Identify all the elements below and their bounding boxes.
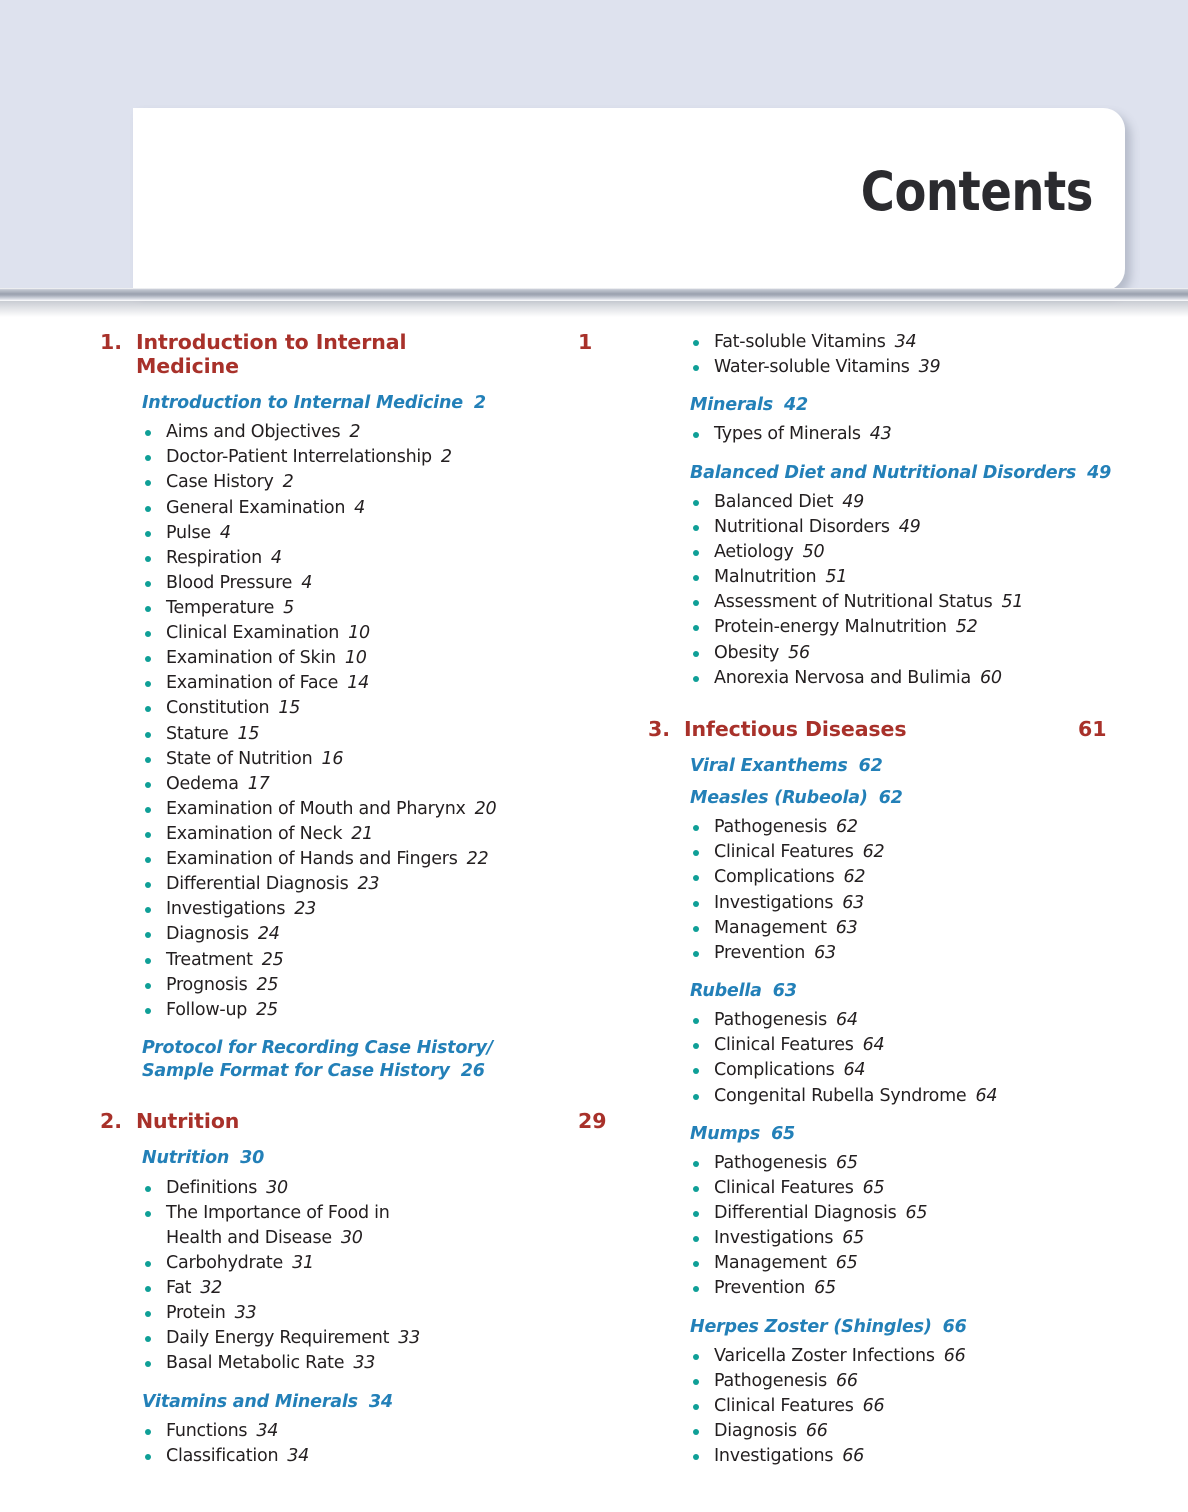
entry-page-number: 62	[835, 817, 858, 838]
toc-entry[interactable]	[690, 540, 1148, 565]
entry-title: Respiration	[166, 547, 262, 568]
entry-page-number: 65	[835, 1253, 858, 1274]
entry-title: Definitions	[166, 1177, 258, 1198]
chapter-page-number: 61	[1078, 716, 1107, 741]
chapter-page-number: 29	[578, 1109, 607, 1134]
entry-title: Constitution	[166, 698, 270, 719]
entry-title: Nutritional Disorders	[714, 516, 890, 537]
entry-page-number: 51	[825, 567, 848, 588]
entry-page-number: 22	[466, 849, 489, 870]
entry-title: Pathogenesis	[714, 1010, 827, 1031]
toc-section-heading[interactable]	[142, 1391, 648, 1414]
entry-page-number: 64	[862, 1035, 885, 1056]
entry-title: Classification	[166, 1445, 279, 1466]
entry-page-number: 17	[247, 773, 270, 794]
toc-section-heading[interactable]	[690, 787, 1148, 810]
entry-page-number: 20	[474, 798, 497, 819]
toc-entry[interactable]	[690, 330, 1148, 355]
entry-page-number: 63	[814, 942, 836, 963]
entry-title: Complications	[714, 1060, 835, 1081]
page-title: Contents	[860, 160, 1093, 223]
entry-title: Doctor-Patient Interrelationship	[166, 447, 432, 468]
toc-entry[interactable]	[142, 1444, 648, 1469]
section-title: Vitamins and Minerals	[142, 1391, 358, 1412]
section-title: Protocol for Recording Case History/ Sample Format for Case History	[142, 1037, 493, 1082]
entry-title: Investigations	[714, 1228, 834, 1249]
entry-title: Assessment of Nutritional Status	[714, 592, 993, 613]
entry-title: Examination of Skin	[166, 648, 336, 669]
entry-title: Prevention	[714, 942, 806, 963]
entry-page-number: 64	[835, 1010, 858, 1031]
toc-entry[interactable]	[690, 590, 1148, 615]
entry-title: State of Nutrition	[166, 748, 313, 769]
entry-page-number: 25	[256, 999, 278, 1020]
entry-page-number: 15	[278, 698, 301, 719]
toc-entry[interactable]	[142, 747, 648, 772]
toc-entry[interactable]	[142, 797, 648, 822]
entry-page-number: 63	[835, 917, 858, 938]
entry-title: Clinical Examination	[166, 623, 340, 644]
section-title: Herpes Zoster (Shingles)	[690, 1316, 932, 1337]
entry-title: Anorexia Nervosa and Bulimia	[714, 667, 972, 688]
header-divider-rule	[0, 288, 1188, 301]
entry-title: Clinical Features	[714, 1035, 854, 1056]
toc-entry[interactable]	[690, 355, 1148, 380]
contents-header-panel	[133, 108, 1125, 291]
entry-title: Follow-up	[166, 999, 248, 1020]
entry-page-number: 65	[905, 1203, 928, 1224]
entry-page-number: 23	[357, 874, 380, 895]
entry-title: Clinical Features	[714, 1396, 854, 1417]
section-title: Balanced Diet and Nutritional Disorders	[690, 462, 1077, 483]
section-page-number: 62	[878, 788, 903, 808]
entry-page-number: 65	[814, 1278, 836, 1299]
toc-entry[interactable]	[690, 1201, 1148, 1226]
entry-page-number: 2	[349, 422, 361, 443]
entry-title: The Importance of Food in Health and Disease	[166, 1202, 390, 1248]
toc-section-heading[interactable]	[690, 462, 1148, 485]
entry-page-number: 64	[843, 1060, 866, 1081]
chapter-page-number: 1	[578, 330, 593, 354]
entry-title: Oedema	[166, 773, 239, 794]
entry-page-number: 66	[842, 1446, 864, 1467]
toc-entry[interactable]	[142, 1351, 648, 1376]
entry-page-number: 31	[292, 1253, 314, 1274]
chapter-number: 2.	[100, 1109, 123, 1134]
entry-title: Fat-soluble Vitamins	[714, 332, 886, 352]
toc-entry[interactable]	[142, 1176, 648, 1201]
entry-title: Management	[714, 917, 827, 938]
chapter-number: 1.	[100, 330, 123, 354]
toc-column-right	[648, 330, 1148, 1469]
toc-entry[interactable]	[142, 872, 648, 897]
toc-section-heading[interactable]	[142, 1147, 648, 1170]
section-page-number: 65	[771, 1123, 796, 1144]
toc-entry[interactable]	[142, 847, 648, 872]
toc-entry[interactable]	[142, 1251, 648, 1276]
entry-page-number: 43	[869, 424, 892, 445]
toc-entry[interactable]	[142, 646, 648, 671]
entry-title: Aetiology	[714, 542, 794, 563]
toc-entry[interactable]	[690, 1251, 1148, 1276]
entry-page-number: 30	[340, 1227, 363, 1248]
header-band	[0, 0, 1188, 288]
toc-entry[interactable]	[690, 1344, 1148, 1369]
entry-title: Management	[714, 1253, 827, 1274]
entry-title: Differential Diagnosis	[166, 874, 349, 895]
section-page-number: 30	[240, 1148, 265, 1169]
entry-title: Examination of Hands and Fingers	[166, 849, 458, 870]
entry-page-number: 15	[237, 723, 260, 744]
entry-page-number: 16	[321, 748, 344, 769]
entry-title: Complications	[714, 867, 835, 888]
toc-entry[interactable]	[690, 1176, 1148, 1201]
section-page-number: 34	[368, 1391, 393, 1412]
entry-page-number: 5	[283, 598, 294, 619]
toc-entry[interactable]	[142, 571, 648, 596]
toc-section-heading[interactable]	[142, 392, 648, 415]
chapter-title: Introduction to Internal Medicine	[136, 330, 407, 378]
entry-title: Diagnosis	[714, 1421, 797, 1442]
toc-entry[interactable]	[142, 973, 648, 998]
toc-entry[interactable]	[142, 445, 648, 470]
entry-title: Investigations	[714, 1446, 834, 1467]
entry-title: General Examination	[166, 497, 346, 518]
toc-entry[interactable]	[690, 1008, 1148, 1033]
toc-entry[interactable]	[142, 1419, 648, 1444]
entry-page-number: 10	[344, 648, 367, 669]
entry-title: Examination of Neck	[166, 824, 343, 845]
toc-entry[interactable]	[690, 641, 1148, 666]
entry-title: Functions	[166, 1420, 248, 1441]
toc-entry[interactable]	[142, 420, 648, 445]
entry-title: Water-soluble Vitamins	[714, 357, 910, 378]
toc-entry[interactable]	[142, 1301, 648, 1326]
toc-entry[interactable]	[142, 496, 648, 521]
entry-title: Prognosis	[166, 974, 248, 995]
entry-page-number: 51	[1001, 592, 1024, 613]
toc-chapter-row[interactable]	[100, 330, 648, 378]
toc-entry[interactable]	[142, 596, 648, 621]
entry-title: Investigations	[166, 899, 286, 920]
entry-page-number: 39	[918, 357, 941, 378]
entry-title: Examination of Mouth and Pharynx	[166, 798, 466, 819]
entry-title: Treatment	[166, 949, 253, 970]
entry-page-number: 23	[294, 899, 316, 920]
toc-entry[interactable]	[690, 422, 1148, 447]
toc-entry[interactable]	[690, 1058, 1148, 1083]
toc-entry[interactable]	[142, 772, 648, 797]
chapter-title: Nutrition	[136, 1109, 240, 1134]
section-page-number: 63	[772, 980, 797, 1001]
entry-title: Congenital Rubella Syndrome	[714, 1085, 967, 1106]
entry-page-number: 50	[802, 542, 825, 563]
entry-page-number: 65	[842, 1228, 864, 1249]
entry-title: Pulse	[166, 522, 211, 543]
toc-column-left	[100, 330, 648, 1469]
entry-title: Investigations	[714, 892, 834, 913]
toc-entry[interactable]	[142, 922, 648, 947]
entry-title: Case History	[166, 472, 274, 493]
toc-entry[interactable]	[690, 490, 1148, 515]
section-page-number: 26	[460, 1061, 485, 1082]
toc-entry[interactable]	[142, 998, 648, 1023]
toc-entry[interactable]	[142, 722, 648, 747]
entry-page-number: 4	[354, 497, 366, 518]
entry-title: Carbohydrate	[166, 1253, 284, 1274]
entry-title: Temperature	[166, 598, 275, 619]
toc-entry[interactable]	[142, 696, 648, 721]
entry-page-number: 4	[219, 522, 231, 543]
header-divider-shadow	[0, 301, 1188, 317]
entry-page-number: 14	[347, 673, 369, 694]
entry-title: Differential Diagnosis	[714, 1203, 897, 1224]
entry-title: Prevention	[714, 1278, 806, 1299]
entry-title: Clinical Features	[714, 842, 854, 863]
entry-page-number: 64	[975, 1085, 998, 1106]
entry-page-number: 34	[256, 1420, 279, 1441]
toc-entry[interactable]	[690, 565, 1148, 590]
section-page-number: 2	[473, 393, 486, 413]
section-page-number: 66	[942, 1316, 967, 1337]
entry-title: Pathogenesis	[714, 1370, 827, 1391]
entry-title: Blood Pressure	[166, 572, 293, 593]
toc-entry[interactable]	[142, 521, 648, 546]
entry-page-number: 60	[980, 667, 1002, 688]
toc-entry[interactable]	[142, 1276, 648, 1301]
entry-page-number: 34	[894, 332, 917, 352]
entry-page-number: 56	[788, 642, 810, 663]
entry-page-number: 21	[351, 824, 374, 845]
toc-entry[interactable]	[142, 1326, 648, 1351]
entry-page-number: 65	[862, 1178, 885, 1198]
chapter-title: Infectious Diseases	[684, 716, 907, 741]
section-title: Viral Exanthems	[690, 755, 848, 776]
entry-page-number: 65	[835, 1152, 858, 1173]
entry-page-number: 33	[234, 1303, 257, 1324]
entry-page-number: 4	[301, 572, 313, 593]
entry-page-number: 33	[398, 1328, 420, 1349]
entry-page-number: 52	[955, 617, 978, 638]
toc-section-heading[interactable]	[690, 394, 1148, 417]
chapter-number: 3.	[648, 716, 671, 741]
entry-title: Daily Energy Requirement	[166, 1328, 390, 1349]
entry-title: Types of Minerals	[714, 424, 861, 445]
toc-entry[interactable]	[142, 948, 648, 973]
toc-entry[interactable]	[690, 666, 1148, 691]
table-of-contents	[0, 330, 1188, 1469]
entry-page-number: 25	[261, 949, 284, 970]
entry-page-number: 24	[257, 924, 280, 945]
toc-section-heading[interactable]	[690, 755, 1148, 778]
toc-entry[interactable]	[690, 1419, 1148, 1444]
entry-title: Pathogenesis	[714, 817, 827, 838]
entry-title: Basal Metabolic Rate	[166, 1353, 345, 1374]
toc-section-heading[interactable]	[690, 980, 1148, 1003]
entry-page-number: 66	[805, 1421, 828, 1442]
section-title: Introduction to Internal Medicine	[142, 393, 463, 413]
entry-page-number: 2	[440, 447, 452, 468]
toc-entry[interactable]	[690, 1084, 1148, 1109]
toc-entry[interactable]	[690, 1369, 1148, 1394]
entry-page-number: 33	[353, 1353, 376, 1374]
section-title: Nutrition	[142, 1148, 230, 1169]
section-page-number: 49	[1087, 462, 1112, 483]
section-title: Measles (Rubeola)	[690, 788, 868, 808]
entry-page-number: 25	[256, 974, 279, 995]
entry-title: Aims and Objectives	[166, 422, 341, 443]
toc-section-heading[interactable]	[142, 1037, 648, 1084]
toc-entry[interactable]	[142, 822, 648, 847]
toc-entry[interactable]	[690, 891, 1148, 916]
entry-page-number: 63	[842, 892, 864, 913]
entry-page-number: 49	[842, 491, 864, 512]
entry-title: Pathogenesis	[714, 1152, 827, 1173]
entry-title: Clinical Features	[714, 1178, 854, 1198]
entry-page-number: 32	[200, 1278, 223, 1299]
toc-entry[interactable]	[142, 1201, 648, 1251]
entry-page-number: 66	[943, 1345, 966, 1366]
toc-entry[interactable]	[690, 941, 1148, 966]
section-page-number: 42	[784, 395, 808, 416]
toc-chapter-row[interactable]	[100, 1109, 648, 1133]
toc-entry[interactable]	[690, 515, 1148, 540]
entry-title: Examination of Face	[166, 673, 339, 694]
entry-title: Obesity	[714, 642, 780, 663]
toc-entry[interactable]	[690, 615, 1148, 640]
entry-page-number: 62	[862, 842, 885, 863]
entry-page-number: 10	[348, 623, 370, 644]
entry-page-number: 66	[835, 1370, 858, 1391]
toc-entry[interactable]	[142, 470, 648, 495]
toc-entry[interactable]	[690, 865, 1148, 890]
section-page-number: 62	[858, 755, 883, 776]
toc-chapter-row[interactable]	[648, 717, 1148, 741]
toc-entry[interactable]	[690, 1276, 1148, 1301]
entry-page-number: 2	[282, 472, 294, 493]
toc-entry[interactable]	[690, 1033, 1148, 1058]
entry-page-number: 49	[898, 516, 921, 537]
toc-entry[interactable]	[690, 1394, 1148, 1419]
toc-entry[interactable]	[142, 621, 648, 646]
toc-entry[interactable]	[142, 671, 648, 696]
entry-title: Stature	[166, 723, 229, 744]
entry-title: Diagnosis	[166, 924, 249, 945]
section-title: Minerals	[690, 395, 773, 416]
entry-title: Fat	[166, 1278, 192, 1299]
toc-entry[interactable]	[690, 1444, 1148, 1469]
toc-entry[interactable]	[142, 546, 648, 571]
entry-page-number: 30	[266, 1177, 288, 1198]
toc-entry[interactable]	[690, 1151, 1148, 1176]
toc-section-heading[interactable]	[690, 1316, 1148, 1339]
entry-title: Protein-energy Malnutrition	[714, 617, 947, 638]
toc-entry[interactable]	[690, 916, 1148, 941]
entry-title: Varicella Zoster Infections	[714, 1345, 935, 1366]
entry-page-number: 34	[287, 1445, 310, 1466]
entry-page-number: 62	[843, 867, 866, 888]
entry-title: Malnutrition	[714, 567, 817, 588]
toc-entry[interactable]	[690, 840, 1148, 865]
toc-section-heading[interactable]	[690, 1123, 1148, 1146]
toc-entry[interactable]	[690, 815, 1148, 840]
toc-entry[interactable]	[142, 897, 648, 922]
entry-page-number: 4	[270, 547, 282, 568]
section-title: Mumps	[690, 1123, 761, 1144]
entry-page-number: 66	[862, 1396, 885, 1417]
entry-title: Protein	[166, 1303, 226, 1324]
toc-entry[interactable]	[690, 1226, 1148, 1251]
section-title: Rubella	[690, 980, 762, 1001]
entry-title: Balanced Diet	[714, 491, 834, 512]
